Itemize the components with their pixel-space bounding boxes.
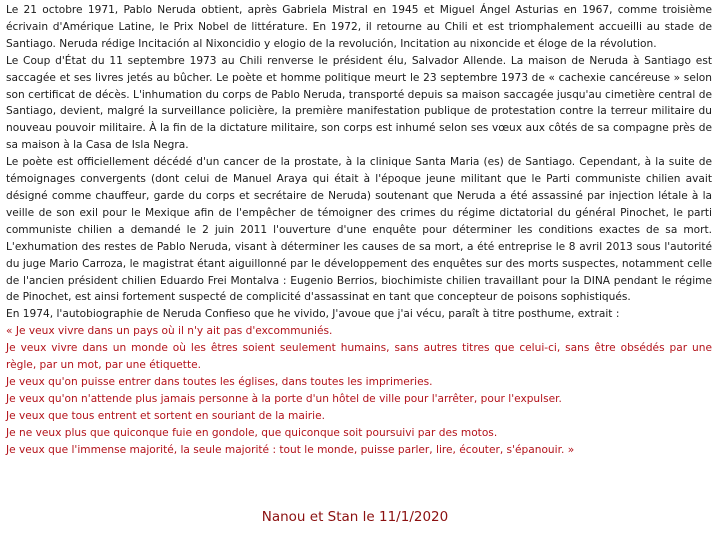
signature: Nanou et Stan le 11/1/2020 (261, 509, 449, 525)
quote-line: Je ne veux plus que quiconque fuie en gondole, que quiconque soit poursuivi par des motos. (6, 426, 498, 439)
paragraph-coup-detat: Le Coup d'État du 11 septembre 1973 au Chili renverse le président élu, Salvador Allende. La maison de Neruda à Santiago est saccagée et ses livres jetés au bûcher. Le poète et homme politique meurt le 23 septembre 1973 de « cachexie cancéreuse » selon son certificat de décès. L'inhumation du corps de Pablo Neruda, transporté depuis sa maison saccagée jusqu'au cimetière central de Santiago, devient, malgré la surveillance policière, la première manifestation publique de protestation contre la terreur militaire du nouveau pouvoir militaire. À la fin de la dictature militaire, son corps est inhumé selon ses vœux aux côtés de sa compagne près de sa maison à la Casa de Isla Negra. (6, 54, 712, 152)
quote-line: Je veux que l'immense majorité, la seule majorité : tout le monde, puisse parler, lire, écouter, s'épanouir. » (6, 443, 575, 456)
quote-line: Je veux vivre dans un monde où les êtres soient seulement humains, sans autres titres que celui-ci, sans être obsédés par une règle, par un mot, par une étiquette. (6, 342, 712, 372)
document-body (6, 2, 712, 458)
quote-line: « Je veux vivre dans un pays où il n'y ait pas d'excommuniés. (6, 325, 333, 338)
quote-line: Je veux qu'on puisse entrer dans toutes les églises, dans toutes les imprimeries. (6, 375, 433, 388)
quote-line: Je veux qu'on n'attende plus jamais personne à la porte d'un hôtel de ville pour l'arrêter, pour l'expulser. (6, 392, 562, 405)
paragraph-nobel: Le 21 octobre 1971, Pablo Neruda obtient, après Gabriela Mistral en 1945 et Miguel Ángel Asturias en 1967, comme troisième écrivain d'Amérique Latine, le Prix Nobel de littérature. En 1972, il retourne au Chili et est triomphalement accueilli au stade de Santiago. Neruda rédige Incitación al Nixoncidio y elogio de la revolución, Incitation au nixoncide et éloge de la révolution. (6, 4, 712, 50)
paragraph-memoir-intro: En 1974, l'autobiographie de Neruda Confieso que he vivido, J'avoue que j'ai vécu, paraît à titre posthume, extrait : (6, 308, 620, 321)
paragraph-death-inquiry: Le poète est officiellement décédé d'un cancer de la prostate, à la clinique Santa Maria (es) de Santiago. Cependant, à la suite de témoignages convergents (dont celui de Manuel Araya qui était à l'époque jeune militant que le Parti communiste chilien avait désigné comme chauffeur, garde du corps et secrétaire de Neruda) soutenant que Neruda a été assassiné par injection létale à la veille de son exil pour le Mexique afin de l'empêcher de témoigner des crimes du régime dictatorial du général Pinochet, le parti communiste chilien a demandé le 2 juin 2011 l'ouverture d'une enquête pour déterminer les conditions exactes de sa mort. L'exhumation des restes de Pablo Neruda, visant à déterminer les causes de sa mort, a été entreprise le 8 avril 2013 sous l'autorité du juge Mario Carroza, le magistrat étant aiguillonné par le développement des enquêtes sur des morts suspectes, notamment celle de l'ancien président chilien Eduardo Frei Montalva : Eugenio Berrios, biochimiste chilien travaillant pour la DINA pendant le régime de Pinochet, est ainsi fortement suspecté de complicité d'assassinat en tant que concepteur de poisons sophistiqués. (6, 156, 712, 304)
quote-line: Je veux que tous entrent et sortent en souriant de la mairie. (6, 409, 325, 422)
quote-block (6, 323, 712, 458)
